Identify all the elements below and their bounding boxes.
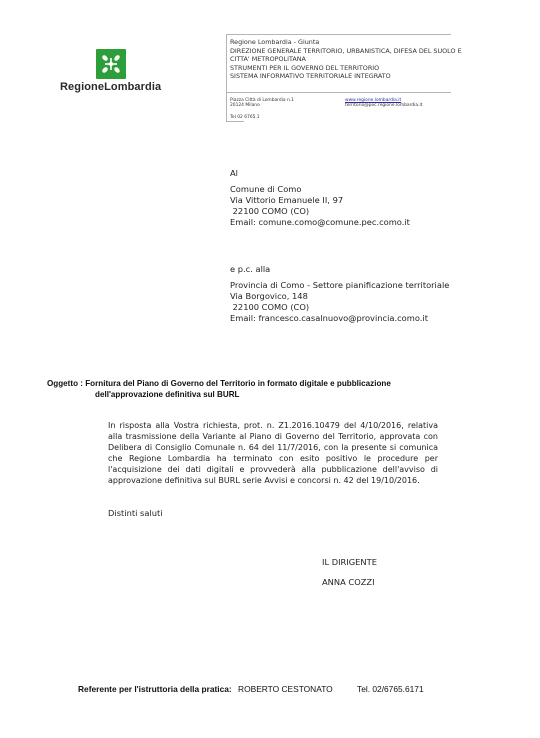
letterhead-divider-bottom (226, 121, 244, 122)
regione-lombardia-logo-icon (96, 49, 126, 79)
subject-block (47, 378, 391, 400)
subject-line-1: Oggetto : Fornitura del Piano di Governo del Territorio in formato digitale e pubblicazione (47, 379, 391, 388)
footer-contact-name: ROBERTO CESTONATO (238, 684, 333, 694)
address-line-1: Piazza Città di Lombardia n.1 (230, 98, 294, 103)
org-line-1: Regione Lombardia - Giunta (230, 38, 320, 46)
org-line-5: SISTEMA INFORMATIVO TERRITORIALE INTEGRATO (230, 72, 391, 81)
cc-line-2: Via Borgovico, 148 (230, 291, 308, 301)
to-label: Al (230, 168, 238, 178)
cc-line-3: 22100 COMO (CO) (230, 302, 310, 312)
contact-phone: Tel 02 6765.1 (230, 115, 260, 120)
signature-role: IL DIRIGENTE (322, 557, 377, 567)
letterhead-divider-vertical (226, 34, 227, 122)
to-line-2: Via Vittorio Emanuele II, 97 (230, 195, 344, 205)
to-line-3: 22100 COMO (CO) (230, 206, 310, 216)
org-line-2: DIREZIONE GENERALE TERRITORIO, URBANISTICA, DIFESA DEL SUOLO E (230, 46, 462, 55)
address-line-2: 20124 Milano (230, 103, 260, 109)
contact-address (230, 98, 294, 109)
organisation-header (230, 38, 462, 81)
footer-label: Referente per l'istruttoria della pratica: (78, 684, 232, 694)
logo-text: RegioneLombardia (60, 81, 162, 93)
org-line-4: STRUMENTI PER IL GOVERNO DEL TERRITORIO (230, 63, 380, 72)
cc-address-block (230, 280, 449, 324)
subject-line-2: dell'approvazione definitiva sul BURL (95, 390, 240, 399)
to-address-block (230, 184, 410, 228)
signature-name: ANNA COZZI (322, 577, 375, 587)
contact-email[interactable]: territorio@pec.regione.lombardia.it (345, 103, 423, 109)
website-link[interactable]: www.regione.lombardia.it (345, 98, 402, 103)
cc-line-1: Provincia di Como - Settore pianificazione territoriale (230, 280, 450, 290)
cc-label: e p.c. alla (230, 264, 271, 274)
body-paragraph: In risposta alla Vostra richiesta, prot. n. Z1.2016.10479 del 4/10/2016, relativa alla trasmissione della Variante al Piano di Governo del Territorio, approvata con Delibera di Consiglio Comunale n. 64 del 11/7/2016, con la presente si comunica che Regione Lombardia ha terminato con esito positivo le procedure per l'acquisizione dei dati digitali e provvederà alla pubblicazione dell'avviso di approvazione definitiva sul BURL serie Avvisi e concorsi n. 42 del 19/10/2016. (108, 421, 438, 485)
closing: Distinti saluti (108, 508, 163, 518)
cc-line-4: Email: francesco.casalnuovo@provincia.como.it (230, 313, 428, 323)
org-line-3: CITTA' METROPOLITANA (230, 55, 306, 64)
to-line-4: Email: comune.como@comune.pec.como.it (230, 217, 410, 227)
to-line-1: Comune di Como (230, 184, 302, 194)
letterhead-divider-top (226, 34, 451, 35)
footer-phone: Tel. 02/6765.6171 (357, 684, 424, 694)
footer (78, 684, 424, 694)
letterhead-divider-middle (226, 92, 451, 93)
contact-web-email (345, 98, 422, 109)
